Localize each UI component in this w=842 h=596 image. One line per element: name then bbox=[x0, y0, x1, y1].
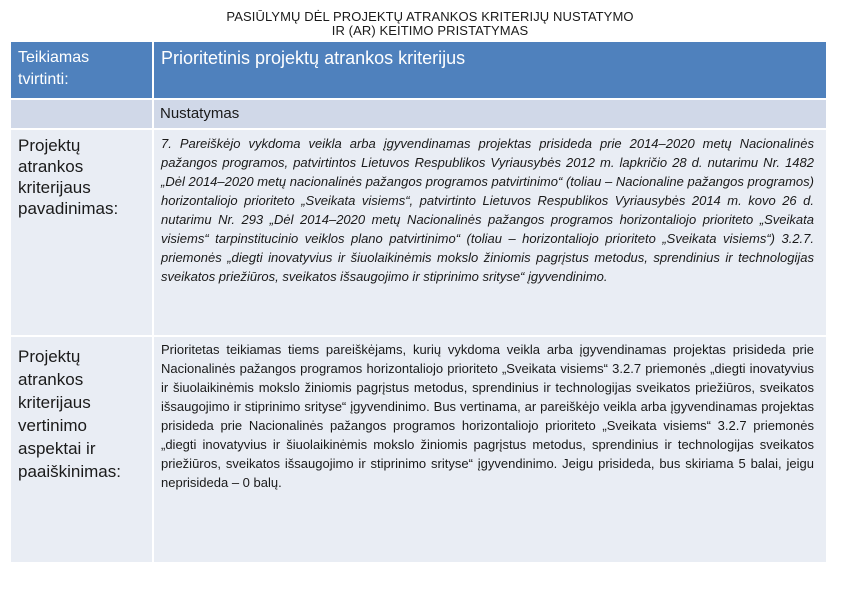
header-label-line-2: tvirtinti: bbox=[18, 71, 69, 88]
row-label-line: Projektų bbox=[18, 347, 81, 366]
row-label-line: atrankos bbox=[18, 370, 84, 389]
subheader-cell: Nustatymas bbox=[154, 100, 826, 128]
row-label-line: vertinimo bbox=[18, 416, 87, 435]
document-title bbox=[120, 10, 740, 38]
document-title-line-1: PASIŪLYMŲ DĖL PROJEKTŲ ATRANKOS KRITERIJŲ NUSTATYMO bbox=[226, 9, 634, 24]
row-label-line: pavadinimas: bbox=[18, 199, 119, 218]
row-label-line: kriterijaus bbox=[18, 178, 91, 197]
document-title-line-2: IR (AR) KEITIMO PRISTATYMAS bbox=[331, 23, 529, 38]
header-label-line-1: Teikiamas bbox=[18, 49, 90, 66]
row-label-line: atrankos bbox=[18, 157, 84, 176]
header-label-cell bbox=[11, 42, 152, 98]
row-label-line: kriterijaus bbox=[18, 393, 91, 412]
criterion-evaluation-text-cell: Prioritetas teikiamas tiems pareiškėjams, kurių vykdoma veikla arba įgyvendinamas projektas prisideda prie Nacionalinės pažangos programos horizontaliojo prioriteto „Sveikata visiems“ 3.2.7 priemonės „diegti inovatyvius ir šiuolaikinėmis mokslo žiniomis pagrįstus metodus, sprendinius ir technologijas sveikatos priežiūros, sveikatos išsaugojimo ir stiprinimo srityse“ įgyvendinimo. Bus vertinama, ar pareiškėjo veikla arba įgyvendinamas projektas prisideda prie Nacionalinės pažangos programos horizontaliojo prioriteto „Sveikata visiems“ 3.2.7 priemonės „diegti inovatyvius ir šiuolaikinėmis mokslo žiniomis pagrįstus metodus, sprendinius ir technologijas sveikatos priežiūros, sveikatos išsaugojimo ir stiprinimo srityse“ įgyvendinimo. Jeigu prisideda, bus skiriama 5 balai, jeigu neprisideda – 0 balų. bbox=[154, 337, 826, 562]
criterion-name-text-cell: 7. Pareiškėjo vykdoma veikla arba įgyvendinamas projektas prisideda prie 2014–2020 metų Nacionalinės pažangos programos, patvirtintos Lietuvos Respublikos Vyriausybės 2012 m. lapkričio 28 d. nutarimu Nr. 1482 „Dėl 2014–2020 metų nacionalinės pažangos programos patvirtinimo“ (toliau – Nacionaline pažangos programos) horizontaliojo prioriteto „Sveikata visiems“, patvirtinto Lietuvos Respublikos Vyriausybės 2014 m. kovo 26 d. nutarimu Nr. 293 „Dėl 2014–2020 metų Nacionalinės pažangos programos horizontaliojo prioriteto „Sveikata visiems“ tarpinstitucinio veiklos plano patvirtinimo“ (toliau – horizontaliojo prioriteto „Sveikata visiems“) 3.2.7. priemonės „diegti inovatyvius ir šiuolaikinėmis mokslo žiniomis pagrįstus metodus, sprendinius ir technologijas sveikatos priežiūros, sveikatos išsaugojimo ir stiprinimo srityse“ įgyvendinimo. bbox=[154, 130, 826, 335]
row-label-line: paaiškinimas: bbox=[18, 462, 121, 481]
criterion-evaluation-label-cell bbox=[11, 337, 152, 562]
header-value-cell: Prioritetinis projektų atrankos kriterijus bbox=[154, 42, 826, 98]
row-label-line: Projektų bbox=[18, 136, 81, 155]
criterion-name-label-cell bbox=[11, 130, 152, 335]
subheader-empty-cell bbox=[11, 100, 152, 128]
row-label-line: aspektai ir bbox=[18, 439, 96, 458]
